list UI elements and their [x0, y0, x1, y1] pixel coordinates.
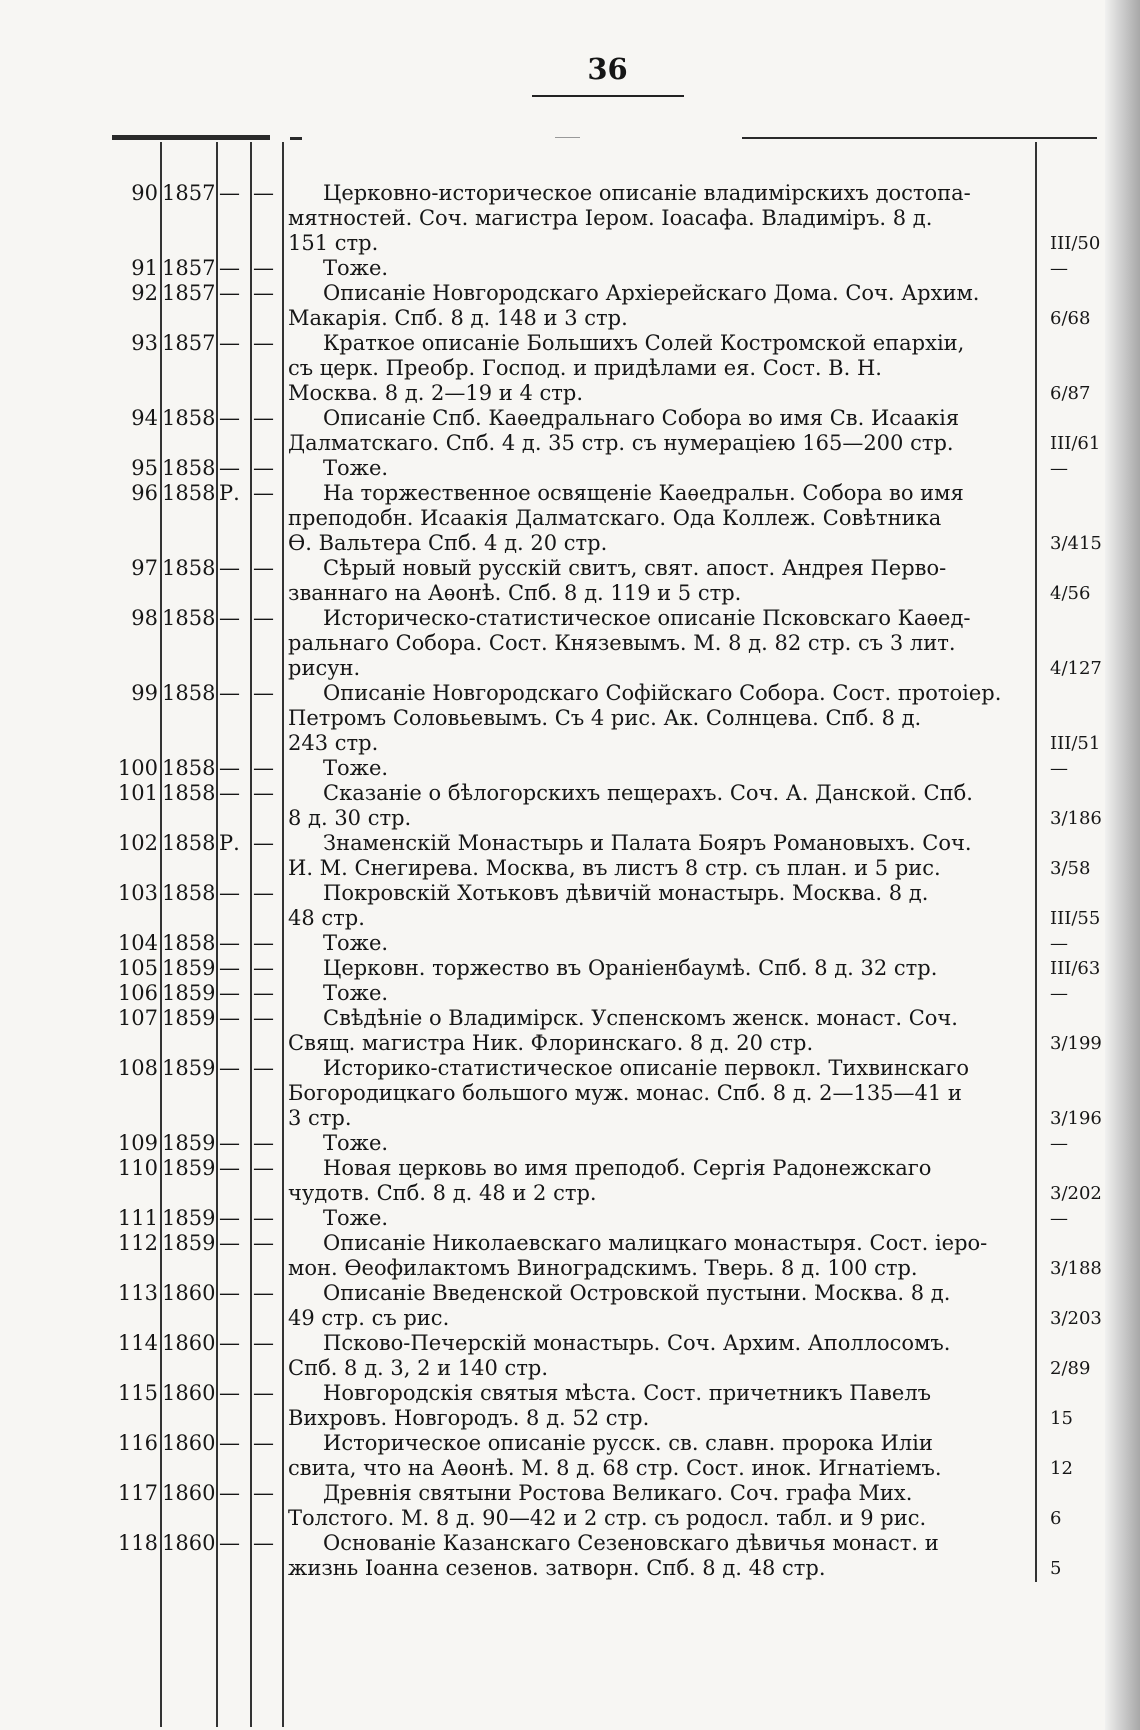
- entry-dash: —: [253, 281, 274, 305]
- entry-mark-value: Р.: [219, 481, 240, 505]
- entry-text-line: свита, что на Аѳонѣ. М. 8 д. 68 стр. Сост. инок. Игнатіемъ.: [288, 1456, 942, 1480]
- entry-description: [288, 1056, 1030, 1131]
- entry-row: [0, 781, 1140, 831]
- entry-shelfmark: 3/58: [1050, 858, 1091, 879]
- entry-list: [0, 181, 1140, 1581]
- entry-row: [0, 956, 1140, 981]
- entry-row: [0, 1056, 1140, 1131]
- entry-row: [0, 1431, 1140, 1481]
- entry-number: 100: [117, 756, 158, 780]
- entry-dash: —: [253, 956, 274, 980]
- entry-mark-value: —: [219, 756, 240, 780]
- entry-row: [0, 556, 1140, 606]
- entry-text-line: Описаніе Николаевскаго малицкаго монастыря. Сост. іеро-: [323, 1231, 988, 1255]
- entry-mark-value: —: [219, 781, 240, 805]
- entry-description: [288, 256, 1030, 281]
- entry-text-line: Историческо-статистическое описаніе Псковскаго Каѳед-: [323, 606, 971, 630]
- entry-dash: —: [253, 256, 274, 280]
- entry-description: [288, 1381, 1030, 1431]
- entry-shelfmark: 6/87: [1050, 383, 1091, 404]
- entry-year: 1857: [162, 281, 216, 305]
- entry-dash: —: [253, 1481, 274, 1505]
- entry-shelfmark: III/50: [1050, 233, 1101, 254]
- entry-number: 96: [131, 481, 158, 505]
- entry-row: [0, 1281, 1140, 1331]
- entry-dash: —: [253, 781, 274, 805]
- entry-row: [0, 931, 1140, 956]
- entry-year: 1859: [162, 1006, 216, 1030]
- entry-dash: —: [253, 1231, 274, 1255]
- entry-description: [288, 1431, 1030, 1481]
- entry-dash: —: [253, 1006, 274, 1030]
- entry-text-line: 243 стр.: [288, 731, 379, 755]
- entry-year: 1860: [162, 1481, 216, 1505]
- entry-number: 92: [131, 281, 158, 305]
- entry-row: [0, 831, 1140, 881]
- entry-row: [0, 1156, 1140, 1206]
- entry-year: 1857: [162, 181, 216, 205]
- entry-text-line: Знаменскій Монастырь и Палата Бояръ Романовыхъ. Соч.: [323, 831, 972, 855]
- entry-row: [0, 981, 1140, 1006]
- entry-mark-value: —: [219, 931, 240, 955]
- entry-shelfmark: 4/127: [1050, 658, 1102, 679]
- entry-number: 99: [131, 681, 158, 705]
- entry-description: [288, 556, 1030, 606]
- entry-shelfmark: 3/203: [1050, 1308, 1102, 1329]
- entry-text-line: рисун.: [288, 656, 361, 680]
- entry-year: 1858: [162, 756, 216, 780]
- entry-text-line: Описаніе Введенской Островской пустыни. Москва. 8 д.: [323, 1281, 951, 1305]
- entry-year: 1859: [162, 1131, 216, 1155]
- entry-text-line: преподобн. Исаакія Далматскаго. Ода Коллеж. Совѣтника: [288, 506, 942, 530]
- entry-number: 116: [117, 1431, 158, 1455]
- entry-dash: —: [253, 831, 274, 855]
- entry-year: 1860: [162, 1431, 216, 1455]
- entry-year: 1858: [162, 481, 216, 505]
- entry-year: 1858: [162, 556, 216, 580]
- entry-mark-value: —: [219, 681, 240, 705]
- entry-mark-value: —: [219, 281, 240, 305]
- entry-dash: —: [253, 556, 274, 580]
- entry-number: 94: [131, 406, 158, 430]
- entry-year: 1858: [162, 831, 216, 855]
- entry-text-line: Историческое описаніе русск. св. славн. пророка Иліи: [323, 1431, 933, 1455]
- entry-text-line: Псково-Печерскій монастырь. Соч. Архим. Аполлосомъ.: [323, 1331, 951, 1355]
- entry-row: [0, 1531, 1140, 1581]
- entry-number: 91: [131, 256, 158, 280]
- entry-description: [288, 406, 1030, 456]
- entry-mark-value: —: [219, 331, 240, 355]
- entry-text-line: Толстого. М. 8 д. 90—42 и 2 стр. съ родосл. табл. и 9 рис.: [288, 1506, 927, 1530]
- entry-mark-value: —: [219, 556, 240, 580]
- entry-year: 1860: [162, 1331, 216, 1355]
- entry-description: [288, 1331, 1030, 1381]
- entry-text-line: съ церк. Преобр. Господ. и придѣлами ея. Сост. В. Н.: [288, 356, 882, 380]
- entry-number: 114: [117, 1331, 158, 1355]
- entry-text-line: мон. Ѳеофилактомъ Виноградскимъ. Тверь. 8 д. 100 стр.: [288, 1256, 918, 1280]
- entry-number: 90: [131, 181, 158, 205]
- entry-description: [288, 331, 1030, 406]
- page-number: 36: [587, 52, 628, 86]
- entry-description: [288, 831, 1030, 881]
- entry-text-line: чудотв. Спб. 8 д. 48 и 2 стр.: [288, 1181, 597, 1205]
- entry-mark-value: —: [219, 981, 240, 1005]
- entry-shelfmark: —: [1050, 1208, 1068, 1229]
- entry-shelfmark: 3/415: [1050, 533, 1102, 554]
- entry-text-line: Спб. 8 д. 3, 2 и 140 стр.: [288, 1356, 549, 1380]
- entry-mark-value: —: [219, 1006, 240, 1030]
- entry-year: 1858: [162, 681, 216, 705]
- entry-number: 115: [117, 1381, 158, 1405]
- entry-year: 1858: [162, 781, 216, 805]
- entry-dash: —: [253, 1131, 274, 1155]
- entry-description: [288, 1231, 1030, 1281]
- entry-description: [288, 931, 1030, 956]
- entry-text-line: Новая церковь во имя преподоб. Сергія Радонежскаго: [323, 1156, 932, 1180]
- entry-text-line: Тоже.: [323, 1206, 389, 1230]
- entry-dash: —: [253, 181, 274, 205]
- entry-text-line: Сѣрый новый русскій свитъ, свят. апост. Андрея Перво-: [323, 556, 947, 580]
- entry-dash: —: [253, 331, 274, 355]
- entry-dash: —: [253, 881, 274, 905]
- entry-text-line: Свящ. магистра Ник. Флоринскаго. 8 д. 20 стр.: [288, 1031, 814, 1055]
- entry-description: [288, 956, 1030, 981]
- entry-number: 107: [117, 1006, 158, 1030]
- entry-dash: —: [253, 1281, 274, 1305]
- entry-description: [288, 606, 1030, 681]
- entry-description: [288, 881, 1030, 931]
- entry-shelfmark: III/63: [1050, 958, 1101, 979]
- entry-text-line: Сказаніе о бѣлогорскихъ пещерахъ. Соч. А. Данской. Спб.: [323, 781, 973, 805]
- entry-year: 1859: [162, 981, 216, 1005]
- entry-shelfmark: III/51: [1050, 733, 1101, 754]
- entry-shelfmark: —: [1050, 933, 1068, 954]
- entry-dash: —: [253, 1156, 274, 1180]
- entry-description: [288, 456, 1030, 481]
- entry-row: [0, 331, 1140, 406]
- entry-year: 1860: [162, 1381, 216, 1405]
- entry-year: 1860: [162, 1281, 216, 1305]
- entry-text-line: Основаніе Казанскаго Сезеновскаго дѣвичья монаст. и: [323, 1531, 939, 1555]
- entry-number: 110: [117, 1156, 158, 1180]
- entry-number: 101: [117, 781, 158, 805]
- header-rule: [555, 137, 580, 138]
- entry-dash: —: [253, 681, 274, 705]
- entry-text-line: Тоже.: [323, 456, 389, 480]
- entry-description: [288, 981, 1030, 1006]
- entry-shelfmark: III/55: [1050, 908, 1101, 929]
- entry-year: 1858: [162, 406, 216, 430]
- entry-text-line: Новгородскія святыя мѣста. Сост. причетникъ Павелъ: [323, 1381, 932, 1405]
- entry-mark-value: —: [219, 1531, 240, 1555]
- entry-year: 1858: [162, 881, 216, 905]
- entry-row: [0, 1481, 1140, 1531]
- entry-dash: —: [253, 1056, 274, 1080]
- entry-number: 113: [117, 1281, 158, 1305]
- entry-text-line: Краткое описаніе Большихъ Солей Костромской епархіи,: [323, 331, 965, 355]
- entry-text-line: Тоже.: [323, 256, 389, 280]
- entry-mark-value: —: [219, 1331, 240, 1355]
- entry-text-line: Свѣдѣніе о Владимірск. Успенскомъ женск. монаст. Соч.: [323, 1006, 958, 1030]
- entry-mark-value: —: [219, 1431, 240, 1455]
- entry-number: 105: [117, 956, 158, 980]
- entry-shelfmark: 15: [1050, 1408, 1073, 1429]
- entry-shelfmark: 5: [1050, 1558, 1062, 1579]
- header-rule: [112, 135, 270, 140]
- entry-mark-value: —: [219, 1206, 240, 1230]
- entry-text-line: 49 стр. съ рис.: [288, 1306, 450, 1330]
- entry-number: 109: [117, 1131, 158, 1155]
- entry-dash: —: [253, 1431, 274, 1455]
- entry-text-line: Описаніе Новгородскаго Софійскаго Собора. Сост. протоіер.: [323, 681, 1002, 705]
- entry-row: [0, 481, 1140, 556]
- entry-mark-value: —: [219, 1281, 240, 1305]
- header-rule: [742, 137, 1097, 139]
- entry-text-line: мятностей. Соч. магистра Іером. Іоасафа. Владиміръ. 8 д.: [288, 206, 933, 230]
- entry-dash: —: [253, 756, 274, 780]
- entry-mark-value: —: [219, 1231, 240, 1255]
- entry-shelfmark: 3/196: [1050, 1108, 1102, 1129]
- entry-dash: —: [253, 981, 274, 1005]
- entry-shelfmark: 3/199: [1050, 1033, 1102, 1054]
- entry-shelfmark: 3/186: [1050, 808, 1102, 829]
- entry-number: 108: [117, 1056, 158, 1080]
- entry-shelfmark: 6: [1050, 1508, 1062, 1529]
- entry-year: 1860: [162, 1531, 216, 1555]
- entry-number: 104: [117, 931, 158, 955]
- entry-mark-value: —: [219, 181, 240, 205]
- entry-row: [0, 1131, 1140, 1156]
- entry-text-line: званнаго на Аѳонѣ. Спб. 8 д. 119 и 5 стр.: [288, 581, 742, 605]
- entry-mark-value: —: [219, 1381, 240, 1405]
- entry-description: [288, 681, 1030, 756]
- entry-shelfmark: —: [1050, 458, 1068, 479]
- entry-year: 1858: [162, 931, 216, 955]
- entry-row: [0, 1381, 1140, 1431]
- entry-number: 117: [117, 1481, 158, 1505]
- entry-text-line: Покровскій Хотьковъ дѣвичій монастырь. Москва. 8 д.: [323, 881, 929, 905]
- entry-description: [288, 1131, 1030, 1156]
- entry-row: [0, 606, 1140, 681]
- entry-text-line: 151 стр.: [288, 231, 379, 255]
- entry-number: 118: [117, 1531, 158, 1555]
- entry-dash: —: [253, 456, 274, 480]
- entry-dash: —: [253, 1206, 274, 1230]
- entry-shelfmark: —: [1050, 758, 1068, 779]
- entry-number: 95: [131, 456, 158, 480]
- entry-dash: —: [253, 931, 274, 955]
- entry-row: [0, 406, 1140, 456]
- entry-text-line: 8 д. 30 стр.: [288, 806, 412, 830]
- entry-mark-value: —: [219, 406, 240, 430]
- entry-year: 1858: [162, 606, 216, 630]
- entry-shelfmark: III/61: [1050, 433, 1101, 454]
- entry-shelfmark: 4/56: [1050, 583, 1091, 604]
- entry-description: [288, 1481, 1030, 1531]
- entry-row: [0, 281, 1140, 331]
- entry-description: [288, 1206, 1030, 1231]
- entry-number: 98: [131, 606, 158, 630]
- entry-text-line: Тоже.: [323, 981, 389, 1005]
- entry-number: 93: [131, 331, 158, 355]
- entry-year: 1859: [162, 1231, 216, 1255]
- entry-year: 1859: [162, 956, 216, 980]
- entry-mark-value: —: [219, 456, 240, 480]
- entry-description: [288, 781, 1030, 831]
- entry-mark-value: —: [219, 1131, 240, 1155]
- entry-text-line: Петромъ Соловьевымъ. Съ 4 рис. Ак. Солнцева. Спб. 8 д.: [288, 706, 922, 730]
- entry-text-line: жизнь Іоанна сезенов. затворн. Спб. 8 д. 48 стр.: [288, 1556, 826, 1580]
- entry-description: [288, 756, 1030, 781]
- entry-shelfmark: 3/188: [1050, 1258, 1102, 1279]
- entry-mark-value: —: [219, 1056, 240, 1080]
- entry-text-line: Тоже.: [323, 756, 389, 780]
- page-number-rule: [532, 95, 684, 97]
- entry-text-line: И. М. Снегирева. Москва, въ листъ 8 стр. съ план. и 5 рис.: [288, 856, 941, 880]
- entry-shelfmark: —: [1050, 983, 1068, 1004]
- entry-text-line: Древнія святыни Ростова Великаго. Соч. графа Мих.: [323, 1481, 913, 1505]
- entry-shelfmark: —: [1050, 258, 1068, 279]
- entry-shelfmark: 2/89: [1050, 1358, 1091, 1379]
- entry-year: 1859: [162, 1156, 216, 1180]
- entry-mark-value: Р.: [219, 831, 240, 855]
- entry-text-line: Ѳ. Вальтера Спб. 4 д. 20 стр.: [288, 531, 608, 555]
- entry-row: [0, 1206, 1140, 1231]
- entry-description: [288, 1281, 1030, 1331]
- entry-mark-value: —: [219, 256, 240, 280]
- entry-text-line: Историко-статистическое описаніе первокл. Тихвинскаго: [323, 1056, 970, 1080]
- entry-description: [288, 1006, 1030, 1056]
- entry-year: 1859: [162, 1056, 216, 1080]
- entry-text-line: Церковн. торжество въ Ораніенбаумѣ. Спб. 8 д. 32 стр.: [323, 956, 938, 980]
- entry-number: 106: [117, 981, 158, 1005]
- entry-mark-value: —: [219, 606, 240, 630]
- entry-text-line: Описаніе Новгородскаго Архіерейскаго Дома. Соч. Архим.: [323, 281, 980, 305]
- entry-dash: —: [253, 481, 274, 505]
- entry-description: [288, 281, 1030, 331]
- entry-mark-value: —: [219, 881, 240, 905]
- entry-year: 1858: [162, 456, 216, 480]
- entry-dash: —: [253, 1331, 274, 1355]
- entry-row: [0, 756, 1140, 781]
- entry-number: 111: [117, 1206, 158, 1230]
- entry-text-line: ральнаго Собора. Сост. Князевымъ. М. 8 д. 82 стр. съ 3 лит.: [288, 631, 956, 655]
- entry-year: 1859: [162, 1206, 216, 1230]
- entry-number: 112: [117, 1231, 158, 1255]
- entry-shelfmark: —: [1050, 1133, 1068, 1154]
- entry-row: [0, 1231, 1140, 1281]
- entry-mark-value: —: [219, 1481, 240, 1505]
- entry-text-line: Описаніе Спб. Каѳедральнаго Собора во имя Св. Исаакія: [323, 406, 960, 430]
- entry-text-line: На торжественное освященіе Каѳедральн. Собора во имя: [323, 481, 964, 505]
- entry-shelfmark: 12: [1050, 1458, 1073, 1479]
- entry-row: [0, 456, 1140, 481]
- entry-text-line: Тоже.: [323, 1131, 389, 1155]
- entry-text-line: Церковно-историческое описаніе владимірскихъ достопа-: [323, 181, 971, 205]
- entry-text-line: Далматскаго. Спб. 4 д. 35 стр. съ нумераціею 165—200 стр.: [288, 431, 954, 455]
- entry-text-line: Богородицкаго большого муж. монас. Спб. 8 д. 2—135—41 и: [288, 1081, 962, 1105]
- entry-description: [288, 1531, 1030, 1581]
- entry-row: [0, 881, 1140, 931]
- entry-row: [0, 1006, 1140, 1056]
- header-rule: [290, 137, 302, 140]
- entry-text-line: 3 стр.: [288, 1106, 352, 1130]
- entry-row: [0, 256, 1140, 281]
- entry-row: [0, 681, 1140, 756]
- entry-row: [0, 1331, 1140, 1381]
- entry-shelfmark: 6/68: [1050, 308, 1091, 329]
- entry-year: 1857: [162, 256, 216, 280]
- entry-dash: —: [253, 1531, 274, 1555]
- entry-text-line: Вихровъ. Новгородъ. 8 д. 52 стр.: [288, 1406, 650, 1430]
- entry-dash: —: [253, 606, 274, 630]
- entry-dash: —: [253, 406, 274, 430]
- entry-text-line: Макарія. Спб. 8 д. 148 и 3 стр.: [288, 306, 628, 330]
- entry-dash: —: [253, 1381, 274, 1405]
- entry-description: [288, 1156, 1030, 1206]
- entry-number: 103: [117, 881, 158, 905]
- entry-row: [0, 181, 1140, 256]
- entry-shelfmark: 3/202: [1050, 1183, 1102, 1204]
- entry-description: [288, 181, 1030, 256]
- entry-mark-value: —: [219, 956, 240, 980]
- entry-text-line: Тоже.: [323, 931, 389, 955]
- entry-text-line: 48 стр.: [288, 906, 365, 930]
- entry-mark-value: —: [219, 1156, 240, 1180]
- entry-number: 102: [117, 831, 158, 855]
- entry-description: [288, 481, 1030, 556]
- entry-year: 1857: [162, 331, 216, 355]
- entry-text-line: Москва. 8 д. 2—19 и 4 стр.: [288, 381, 584, 405]
- entry-number: 97: [131, 556, 158, 580]
